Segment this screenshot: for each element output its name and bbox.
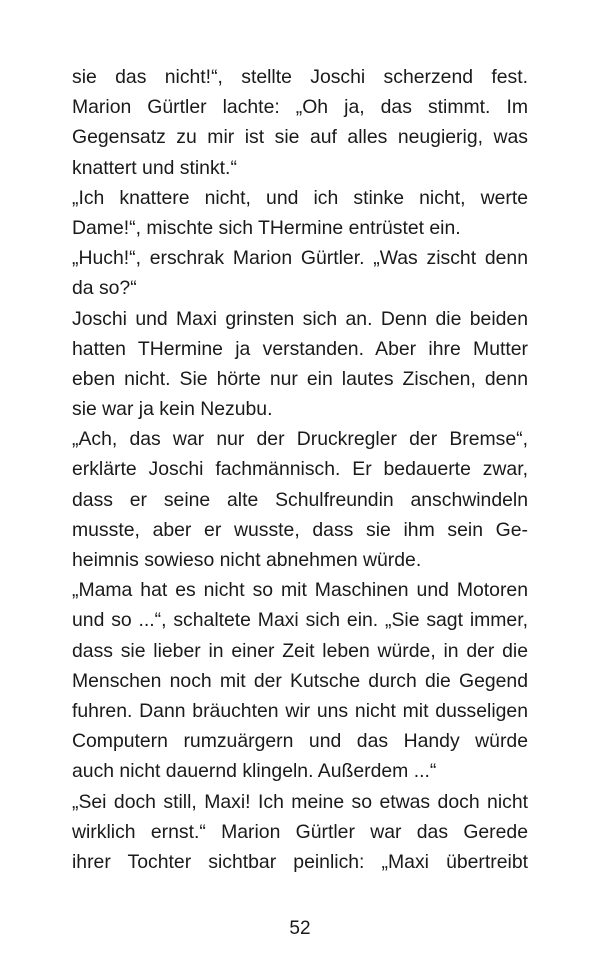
text-line: „Ich knattere nicht, und ich stinke nicht, werte [72, 186, 528, 209]
text-line: Gegensatz zu mir ist sie auf alles neugierig, was [72, 126, 528, 149]
text-line: fuhren. Dann bräuchten wir uns nicht mit dusseligen [72, 699, 528, 722]
text-line: „Ach, das war nur der Druckregler der Bremse“, [72, 428, 528, 451]
text-line: „Sei doch still, Maxi! Ich meine so etwas doch nicht [72, 790, 528, 813]
page-number: 52 [289, 918, 311, 939]
text-line: musste, aber er wusste, dass sie ihm sein Ge- [72, 518, 528, 541]
text-line: erklärte Joschi fachmännisch. Er bedauerte zwar, [72, 458, 528, 481]
text-line: dass er seine alte Schulfreundin anschwindeln [72, 488, 528, 511]
text-line: Joschi und Maxi grinsten sich an. Denn die beiden [72, 307, 528, 330]
text-line: Dame!“, mischte sich THermine entrüstet ein. [72, 216, 461, 239]
text-line: ihrer Tochter sichtbar peinlich: „Maxi übertreibt [72, 850, 528, 873]
text-line: „Huch!“, erschrak Marion Gürtler. „Was zischt denn [72, 247, 528, 270]
text-line: dass sie lieber in einer Zeit leben würde, in der die [72, 639, 528, 662]
text-line: Menschen noch mit der Kutsche durch die Gegend [72, 669, 528, 692]
text-line: da so?“ [72, 277, 137, 300]
text-line: auch nicht dauernd klingeln. Außerdem ...“ [72, 760, 437, 783]
text-line: Computern rumzuärgern und das Handy würde [72, 730, 528, 753]
book-page-text [72, 62, 528, 877]
text-line: sie war ja kein Nezubu. [72, 398, 273, 421]
text-line: Marion Gürtler lachte: „Oh ja, das stimmt. Im [72, 96, 528, 119]
text-line: wirklich ernst.“ Marion Gürtler war das Gerede [72, 820, 528, 843]
text-line: hatten THermine ja verstanden. Aber ihre Mutter [72, 337, 528, 360]
text-line: sie das nicht!“, stellte Joschi scherzend fest. [72, 66, 528, 88]
text-line: knattert und stinkt.“ [72, 156, 237, 179]
text-line: und so ...“, schaltete Maxi sich ein. „Sie sagt immer, [72, 609, 528, 632]
text-line: eben nicht. Sie hörte nur ein lautes Zischen, denn [72, 367, 528, 390]
text-line: „Mama hat es nicht so mit Maschinen und Motoren [72, 579, 528, 602]
text-line: heimnis sowieso nicht abnehmen würde. [72, 549, 422, 571]
